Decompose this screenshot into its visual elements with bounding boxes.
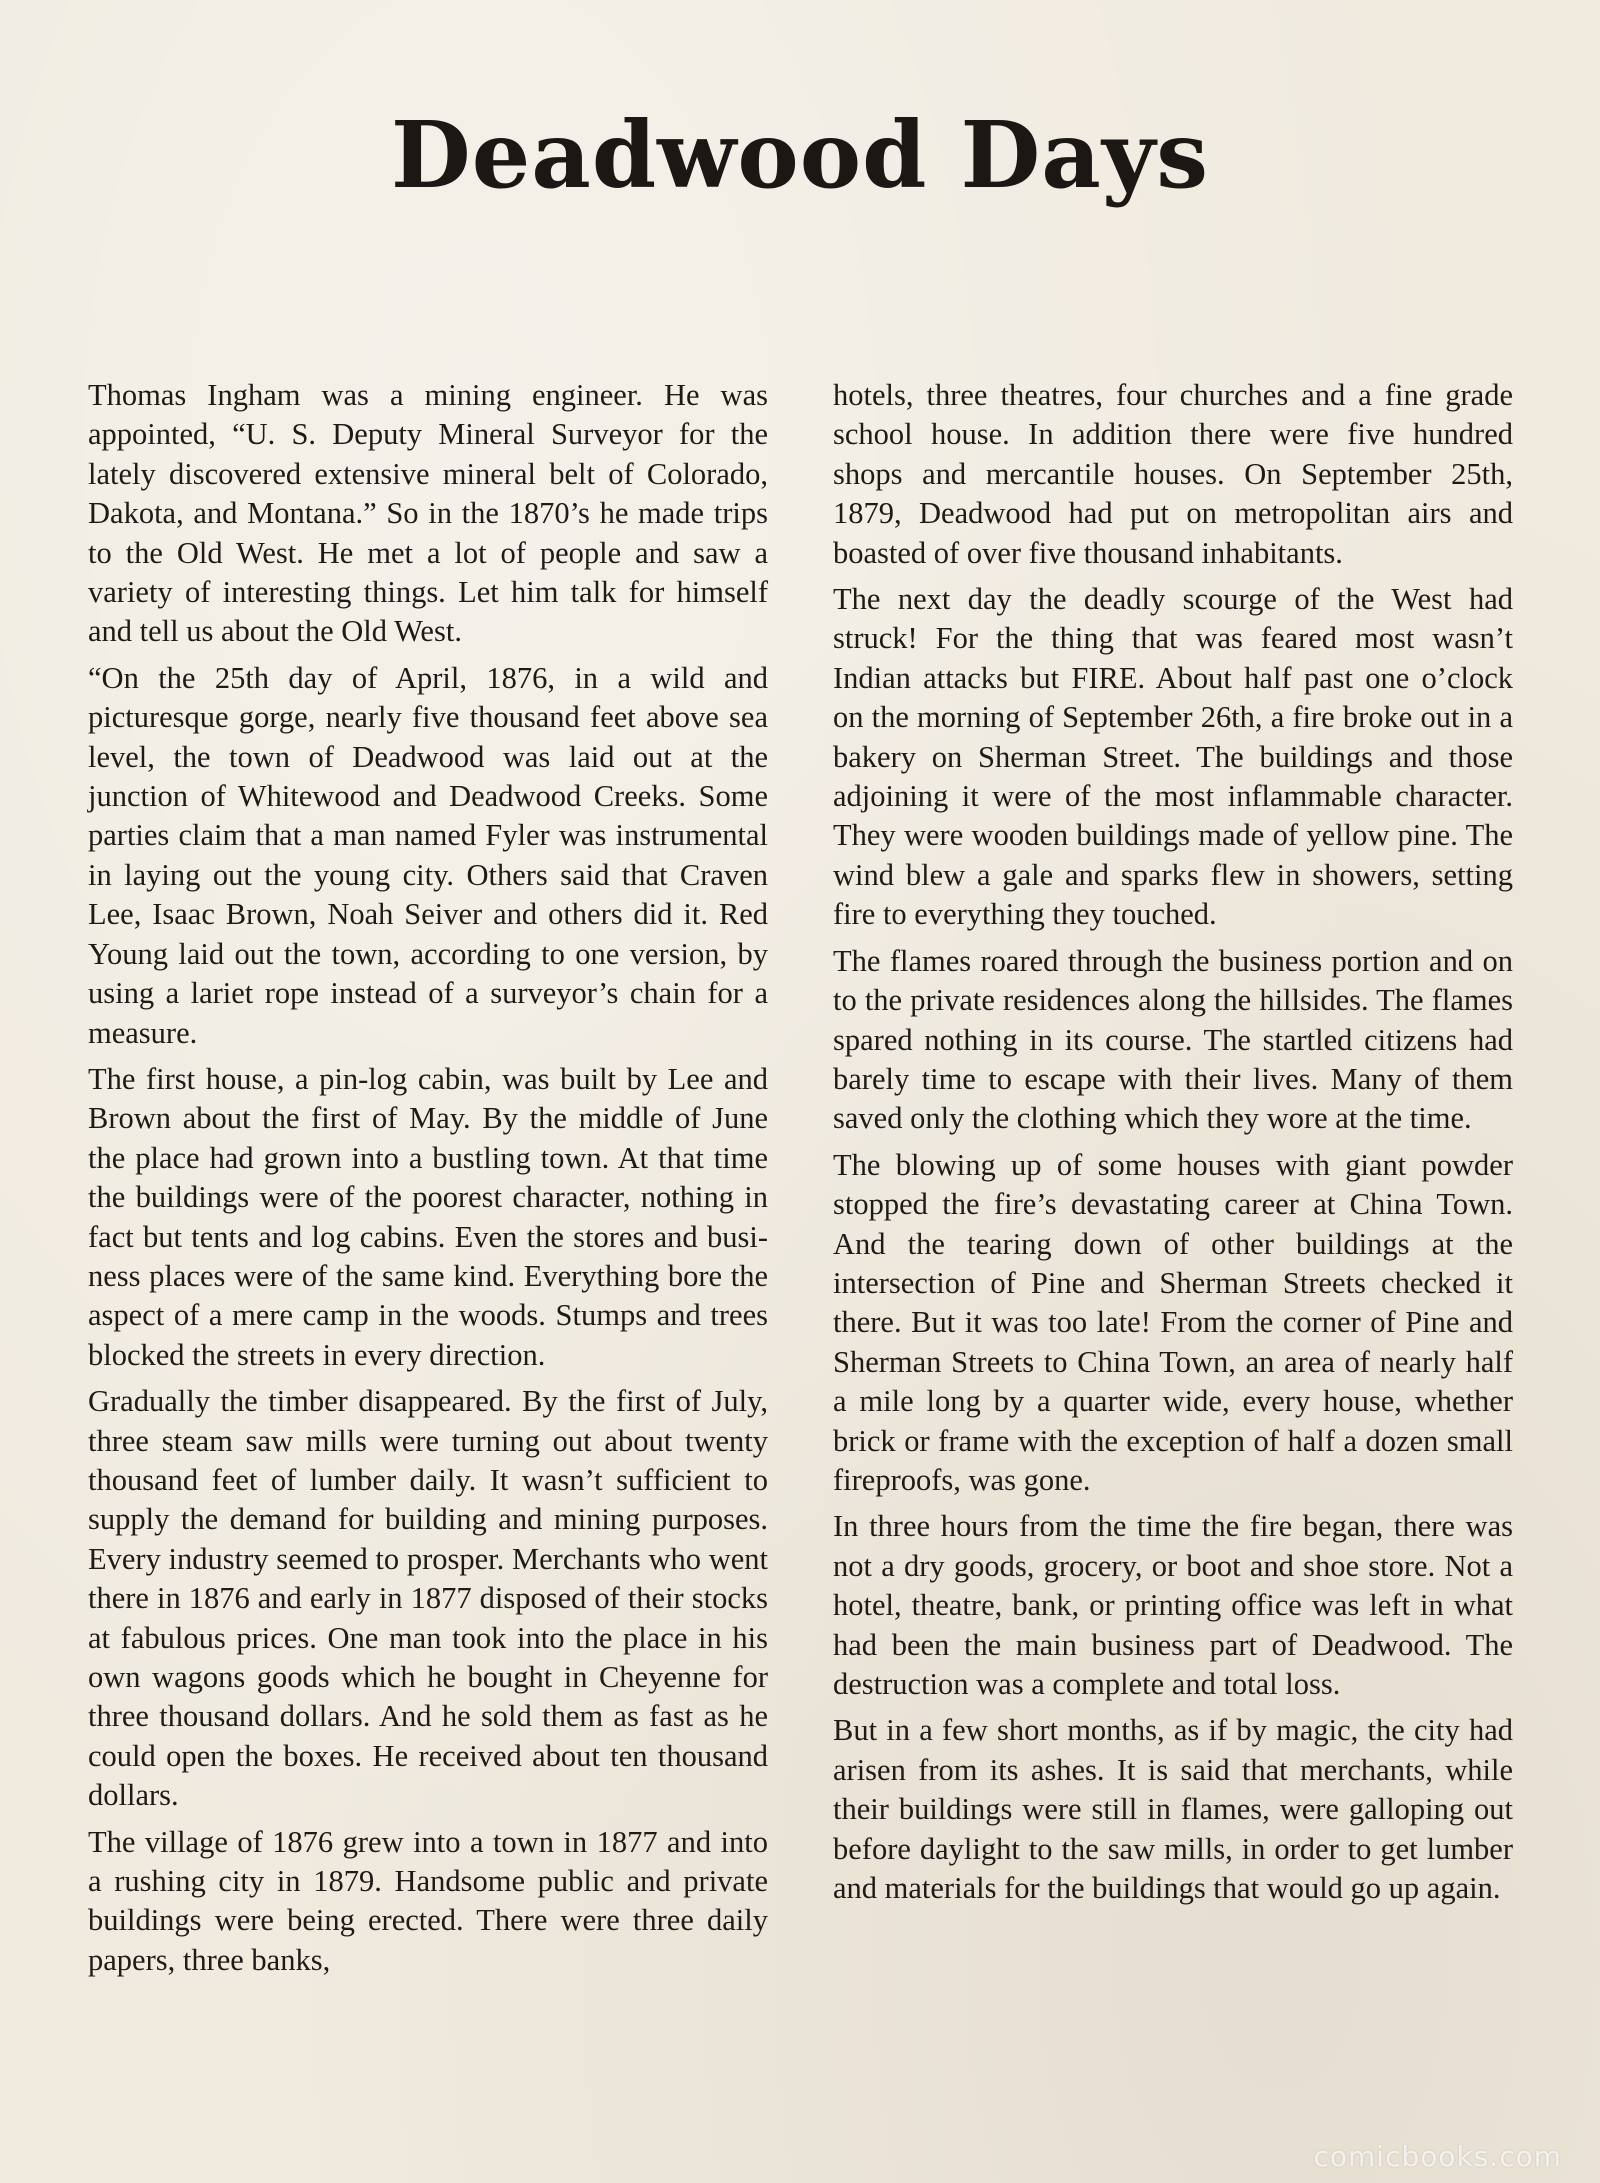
paragraph: The blowing up of some houses with giant powder stopped the fire’s devastating career at China Town. And the tearing down of other buildings at the intersection of Pine and Sherman Streets checked it there. But it was too late! From the corner of Pine and Sherman Streets to China Town, an area of nearly half a mile long by a quarter wide, every house, whether brick or frame with the exception of half a dozen small fireproofs, was gone. xyxy=(833,1147,1513,1497)
paragraph: The first house, a pin-log cabin, was built by Lee and Brown about the first of May. By the middle of June the place had grown into a bustling town. At that time the buildings were of the poorest character, nothing in fact but tents and log cabins. Even the stores and business places were of the same kind. Everything bore the aspect of a mere camp in the woods. Stumps and trees blocked the streets in every direction. xyxy=(88,1061,768,1372)
paragraph: Thomas Ingham was a mining engineer. He was appointed, “U. S. Deputy Mineral Surveyor for the lately discovered extensive mineral belt of Colorado, Dakota, and Montana.” So in the 1870’s he made trips to the Old West. He met a lot of people and saw a variety of interesting things. Let him talk for himself and tell us about the Old West. xyxy=(88,378,768,649)
paragraph: But in a few short months, as if by magic, the city had arisen from its ashes. It is said that merchants, while their buildings were still in flames, were galloping out before daylight to the saw mills, in order to get lumber and materials for the buildings that would go up again. xyxy=(833,1713,1513,1906)
page-title: Deadwood Days xyxy=(390,100,1210,209)
watermark: comicbooks.com xyxy=(1313,2140,1562,2173)
paragraph: In three hours from the time the fire began, there was not a dry goods, grocery, or boot and shoe store. Not a hotel, theatre, bank, or printing office was left in what had been the main business part of Deadwood. The destruction was a complete and total loss. xyxy=(833,1509,1513,1701)
article-column-left xyxy=(88,376,768,1987)
paragraph: “On the 25th day of April, 1876, in a wild and picturesque gorge, nearly five thousand feet above sea level, the town of Deadwood was laid out at the junction of Whitewood and Deadwood Creeks. Some parties claim that a man named Fyler was instrumental in laying out the young city. Others said that Craven Lee, Isaac Brown, Noah Seiver and others did it. Red Young laid out the town, according to one version, by using a lariet rope instead of a surveyor’s chain for a measure. xyxy=(88,660,768,1050)
paragraph: Gradually the timber disappeared. By the first of July, three steam saw mills were turning out about twenty thousand feet of lumber daily. It wasn’t sufficient to supply the demand for building and mining purposes. Every industry seemed to prosper. Merchants who went there in 1876 and early in 1877 disposed of their stocks at fabulous prices. One man took into the place in his own wagons goods which he bought in Cheyenne for three thousand dollars. And he sold them as fast as he could open the boxes. He received about ten thousand dollars. xyxy=(88,1384,768,1813)
paragraph: The village of 1876 grew into a town in 1877 and into a rushing city in 1879. Handsome public and private buildings were being erected. There were three daily papers, three banks, xyxy=(88,1824,768,1977)
paragraph: The next day the deadly scourge of the West had struck! For the thing that was feared most wasn’t Indian attacks but FIRE. About half past one o’clock on the morning of September 26th, a fire broke out in a bakery on Sherman Street. The buildings and those adjoining it were of the most inflammable character. They were wooden buildings made of yellow pine. The wind blew a gale and sparks flew in showers, setting fire to everything they touched. xyxy=(833,582,1513,932)
paragraph: The flames roared through the business portion and on to the private residences along the hillsides. The flames spared nothing in its course. The startled citizens had barely time to escape with their lives. Many of them saved only the clothing which they wore at the time. xyxy=(833,943,1513,1136)
paragraph: hotels, three theatres, four churches and a fine grade school house. In addition there were five hundred shops and mercantile houses. On September 25th, 1879, Deadwood had put on metropolitan airs and boasted of over five thousand inhabitants. xyxy=(833,378,1513,570)
article-column-right xyxy=(833,376,1513,1915)
